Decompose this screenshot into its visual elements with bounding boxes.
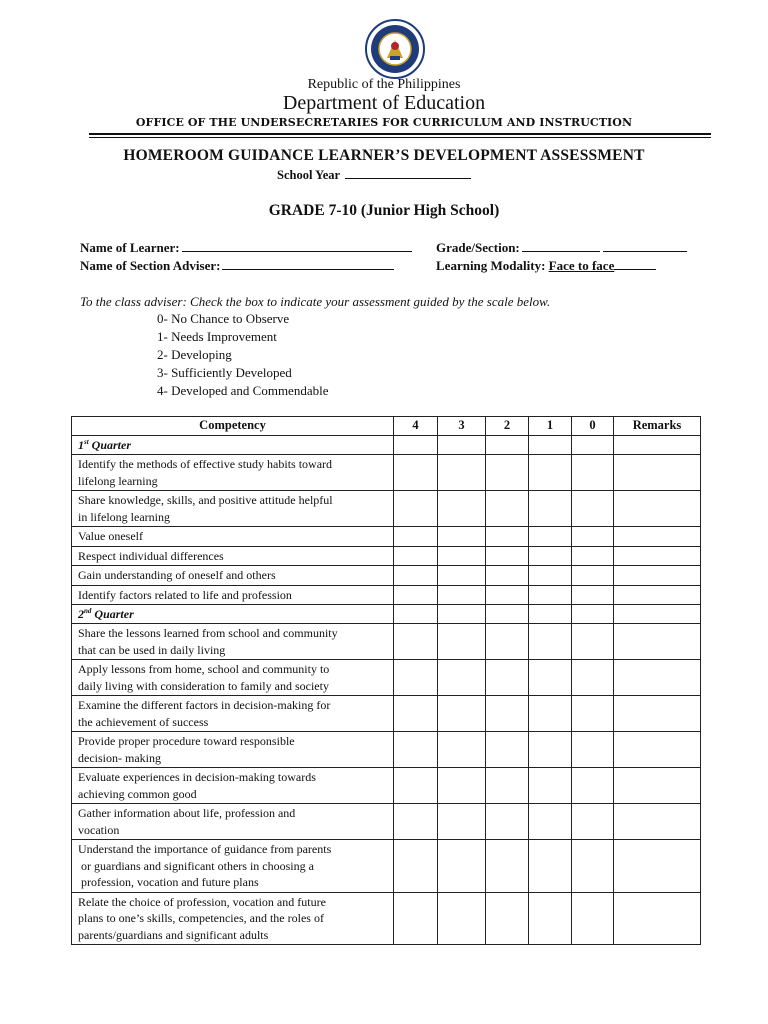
competency-row	[72, 768, 701, 804]
remarks-cell[interactable]	[614, 804, 701, 840]
quarter-row-cell	[394, 605, 438, 624]
rating-cell-2[interactable]	[486, 491, 529, 527]
scale-list	[157, 310, 328, 400]
office-heading: OFFICE OF THE UNDERSECRETARIES FOR CURRICULUM AND INSTRUCTION	[135, 116, 633, 129]
header-rule-thin	[89, 137, 711, 138]
rating-cell-2[interactable]	[486, 696, 529, 732]
rating-cell-1[interactable]	[529, 660, 572, 696]
column-header: 3	[438, 417, 486, 436]
remarks-cell[interactable]	[614, 455, 701, 491]
table-header-row	[72, 417, 701, 436]
rating-cell-1[interactable]	[529, 455, 572, 491]
rating-cell-4[interactable]	[394, 585, 438, 605]
rating-cell-0[interactable]	[572, 566, 614, 586]
rating-cell-1[interactable]	[529, 566, 572, 586]
competency-line: the achievement of success	[78, 714, 209, 729]
scale-item: 2- Developing	[157, 347, 232, 362]
competency-row	[72, 892, 701, 945]
competency-line: lifelong learning	[78, 473, 158, 488]
column-header: 4	[394, 417, 438, 436]
rating-cell-4[interactable]	[394, 804, 438, 840]
rating-cell-2[interactable]	[486, 732, 529, 768]
adviser-name-field	[80, 258, 394, 274]
rating-cell-2[interactable]	[486, 585, 529, 605]
competency-line: Share knowledge, skills, and positive attitude helpful	[78, 493, 333, 507]
quarter-row-cell	[486, 436, 529, 455]
rating-cell-3[interactable]	[438, 892, 486, 945]
rating-cell-3[interactable]	[438, 585, 486, 605]
rating-cell-4[interactable]	[394, 546, 438, 566]
competency-line: Identify the methods of effective study habits toward	[78, 457, 333, 471]
grade-section-label: Grade/Section:	[436, 240, 520, 255]
competency-row	[72, 624, 701, 660]
rating-cell-1[interactable]	[529, 624, 572, 660]
quarter-row-cell	[438, 436, 486, 455]
column-header: Remarks	[614, 417, 701, 436]
quarter-row	[72, 436, 701, 455]
quarter-ordinal: st	[84, 438, 89, 446]
rating-cell-2[interactable]	[486, 546, 529, 566]
grade-section-field	[436, 240, 687, 256]
quarter-row-cell	[486, 605, 529, 624]
competency-text	[72, 455, 394, 491]
rating-cell-1[interactable]	[529, 585, 572, 605]
rating-cell-3[interactable]	[438, 696, 486, 732]
quarter-row	[72, 605, 701, 624]
competency-row	[72, 527, 701, 547]
rating-cell-3[interactable]	[438, 455, 486, 491]
rating-cell-4[interactable]	[394, 892, 438, 945]
remarks-cell[interactable]	[614, 660, 701, 696]
rating-cell-3[interactable]	[438, 527, 486, 547]
competency-text	[72, 546, 394, 566]
competency-row	[72, 732, 701, 768]
quarter-row-cell	[572, 605, 614, 624]
rating-cell-4[interactable]	[394, 491, 438, 527]
remarks-cell[interactable]	[614, 624, 701, 660]
scale-item: 3- Sufficiently Developed	[157, 365, 292, 380]
competency-line: Examine the different factors in decision-making for	[78, 698, 331, 712]
rating-cell-0[interactable]	[572, 491, 614, 527]
quarter-label	[72, 605, 394, 624]
competency-row	[72, 491, 701, 527]
school-year-field	[277, 168, 471, 183]
rating-cell-4[interactable]	[394, 732, 438, 768]
scale-item: 4- Developed and Commendable	[157, 383, 329, 398]
competency-line: Value oneself	[78, 529, 143, 543]
rating-cell-1[interactable]	[529, 732, 572, 768]
rating-cell-2[interactable]	[486, 768, 529, 804]
rating-cell-4[interactable]	[394, 624, 438, 660]
rating-cell-4[interactable]	[394, 768, 438, 804]
rating-cell-2[interactable]	[486, 566, 529, 586]
learner-name-blank[interactable]	[182, 240, 412, 252]
rating-cell-4[interactable]	[394, 566, 438, 586]
learner-name-label: Name of Learner:	[80, 240, 180, 255]
competency-line: Gather information about life, profession and	[78, 806, 296, 820]
rating-cell-4[interactable]	[394, 696, 438, 732]
competency-text	[72, 768, 394, 804]
remarks-cell[interactable]	[614, 585, 701, 605]
competency-text	[72, 585, 394, 605]
competency-text	[72, 527, 394, 547]
competency-line: achieving common good	[78, 786, 197, 801]
competency-line: Gain understanding of oneself and others	[78, 568, 276, 582]
rating-cell-2[interactable]	[486, 660, 529, 696]
quarter-row-cell	[614, 436, 701, 455]
competency-line: profession, vocation and future plans	[78, 875, 259, 889]
competency-line: Identify factors related to life and profession	[78, 587, 292, 602]
remarks-cell[interactable]	[614, 491, 701, 527]
competency-line: parents/guardians and significant adults	[78, 927, 269, 942]
learning-modality-label: Learning Modality:	[436, 258, 546, 273]
rating-cell-0[interactable]	[572, 804, 614, 840]
rating-cell-1[interactable]	[529, 840, 572, 893]
rating-cell-1[interactable]	[529, 768, 572, 804]
competency-text	[72, 566, 394, 586]
rating-cell-0[interactable]	[572, 546, 614, 566]
adviser-name-blank[interactable]	[222, 258, 394, 270]
rating-cell-0[interactable]	[572, 768, 614, 804]
quarter-row-cell	[529, 436, 572, 455]
competency-line: Understand the importance of guidance from parents	[78, 842, 332, 856]
competency-row	[72, 546, 701, 566]
competency-row	[72, 804, 701, 840]
competency-row	[72, 455, 701, 491]
quarter-number: 1	[78, 438, 84, 452]
rating-cell-3[interactable]	[438, 732, 486, 768]
quarter-row-cell	[572, 436, 614, 455]
remarks-cell[interactable]	[614, 546, 701, 566]
rating-cell-3[interactable]	[438, 546, 486, 566]
rating-cell-2[interactable]	[486, 892, 529, 945]
quarter-row-cell	[529, 605, 572, 624]
competency-line: decision- making	[78, 750, 161, 765]
competency-text	[72, 892, 394, 945]
rating-cell-1[interactable]	[529, 491, 572, 527]
adviser-name-label: Name of Section Adviser:	[80, 258, 221, 273]
rating-cell-0[interactable]	[572, 455, 614, 491]
competency-line: Provide proper procedure toward responsible	[78, 734, 295, 748]
rating-cell-1[interactable]	[529, 892, 572, 945]
scale-item: 1- Needs Improvement	[157, 329, 277, 344]
remarks-cell[interactable]	[614, 527, 701, 547]
quarter-row-cell	[394, 436, 438, 455]
competency-text	[72, 840, 394, 893]
quarter-word: Quarter	[88, 438, 132, 452]
school-year-blank[interactable]	[345, 168, 471, 179]
competency-line: in lifelong learning	[78, 509, 170, 524]
competency-line: Share the lessons learned from school and community	[78, 626, 338, 640]
quarter-row-cell	[438, 605, 486, 624]
column-header: 2	[486, 417, 529, 436]
quarter-number: 2	[78, 607, 84, 621]
remarks-cell[interactable]	[614, 732, 701, 768]
rating-cell-0[interactable]	[572, 527, 614, 547]
competency-text	[72, 804, 394, 840]
rating-cell-1[interactable]	[529, 696, 572, 732]
competency-line: Apply lessons from home, school and community to	[78, 662, 330, 676]
competency-row	[72, 585, 701, 605]
competency-line: Relate the choice of profession, vocation and future	[78, 894, 326, 909]
grade-section-blank[interactable]	[522, 240, 600, 252]
form-title: HOMEROOM GUIDANCE LEARNER’S DEVELOPMENT ASSESSMENT	[123, 147, 645, 164]
rating-cell-0[interactable]	[572, 585, 614, 605]
learning-modality-field	[436, 258, 656, 274]
rating-cell-4[interactable]	[394, 527, 438, 547]
rating-cell-2[interactable]	[486, 804, 529, 840]
deped-seal-logo	[354, 18, 436, 80]
rating-cell-3[interactable]	[438, 491, 486, 527]
rating-cell-2[interactable]	[486, 624, 529, 660]
rating-cell-3[interactable]	[438, 624, 486, 660]
department-heading: Department of Education	[282, 92, 486, 114]
competency-line: daily living with consideration to family and society	[78, 678, 329, 693]
learning-modality-value[interactable]: Face to face	[548, 258, 615, 273]
rating-cell-0[interactable]	[572, 624, 614, 660]
competency-line: plans to one’s skills, competencies, and the roles of	[78, 911, 324, 925]
grade-title: GRADE 7-10 (Junior High School)	[268, 202, 500, 219]
competency-line: vocation	[78, 822, 120, 837]
competency-text	[72, 696, 394, 732]
rating-cell-0[interactable]	[572, 892, 614, 945]
rating-cell-2[interactable]	[486, 455, 529, 491]
remarks-cell[interactable]	[614, 696, 701, 732]
competency-line: that can be used in daily living	[78, 642, 226, 657]
rating-cell-3[interactable]	[438, 660, 486, 696]
rating-cell-1[interactable]	[529, 804, 572, 840]
quarter-word: Quarter	[91, 607, 134, 621]
rating-cell-4[interactable]	[394, 840, 438, 893]
competency-text	[72, 624, 394, 660]
learner-name-field	[80, 240, 412, 256]
competency-row	[72, 660, 701, 696]
rating-cell-4[interactable]	[394, 455, 438, 491]
rating-cell-0[interactable]	[572, 840, 614, 893]
remarks-cell[interactable]	[614, 840, 701, 893]
rating-cell-3[interactable]	[438, 840, 486, 893]
republic-heading: Republic of the Philippines	[307, 77, 461, 92]
column-header: 1	[529, 417, 572, 436]
rating-cell-0[interactable]	[572, 660, 614, 696]
column-header: Competency	[72, 417, 394, 436]
remarks-cell[interactable]	[614, 768, 701, 804]
competency-text	[72, 660, 394, 696]
rating-cell-3[interactable]	[438, 566, 486, 586]
rating-cell-1[interactable]	[529, 546, 572, 566]
competency-text	[72, 732, 394, 768]
competency-text	[72, 491, 394, 527]
rating-cell-0[interactable]	[572, 732, 614, 768]
rating-cell-3[interactable]	[438, 768, 486, 804]
quarter-ordinal: nd	[84, 607, 92, 615]
rating-cell-2[interactable]	[486, 840, 529, 893]
rating-cell-3[interactable]	[438, 804, 486, 840]
competency-line: or guardians and significant others in choosing a	[78, 858, 314, 873]
remarks-cell[interactable]	[614, 892, 701, 945]
rating-cell-1[interactable]	[529, 527, 572, 547]
competency-line: Evaluate experiences in decision-making towards	[78, 770, 316, 784]
rating-cell-2[interactable]	[486, 527, 529, 547]
column-header: 0	[572, 417, 614, 436]
school-year-label: School Year	[277, 168, 341, 182]
instructions-text: To the class adviser: Check the box to indicate your assessment guided by the scale below.	[80, 294, 551, 309]
assessment-table	[71, 416, 701, 945]
competency-row	[72, 566, 701, 586]
quarter-label	[72, 436, 394, 455]
competency-row	[72, 840, 701, 893]
rating-cell-4[interactable]	[394, 660, 438, 696]
remarks-cell[interactable]	[614, 566, 701, 586]
scale-item: 0- No Chance to Observe	[157, 311, 290, 326]
competency-line: Respect individual differences	[78, 548, 224, 563]
competency-row	[72, 696, 701, 732]
quarter-row-cell	[614, 605, 701, 624]
header-rule	[89, 133, 711, 135]
grade-section-blank-2[interactable]	[603, 240, 687, 252]
learning-modality-blank	[614, 258, 656, 270]
rating-cell-0[interactable]	[572, 696, 614, 732]
